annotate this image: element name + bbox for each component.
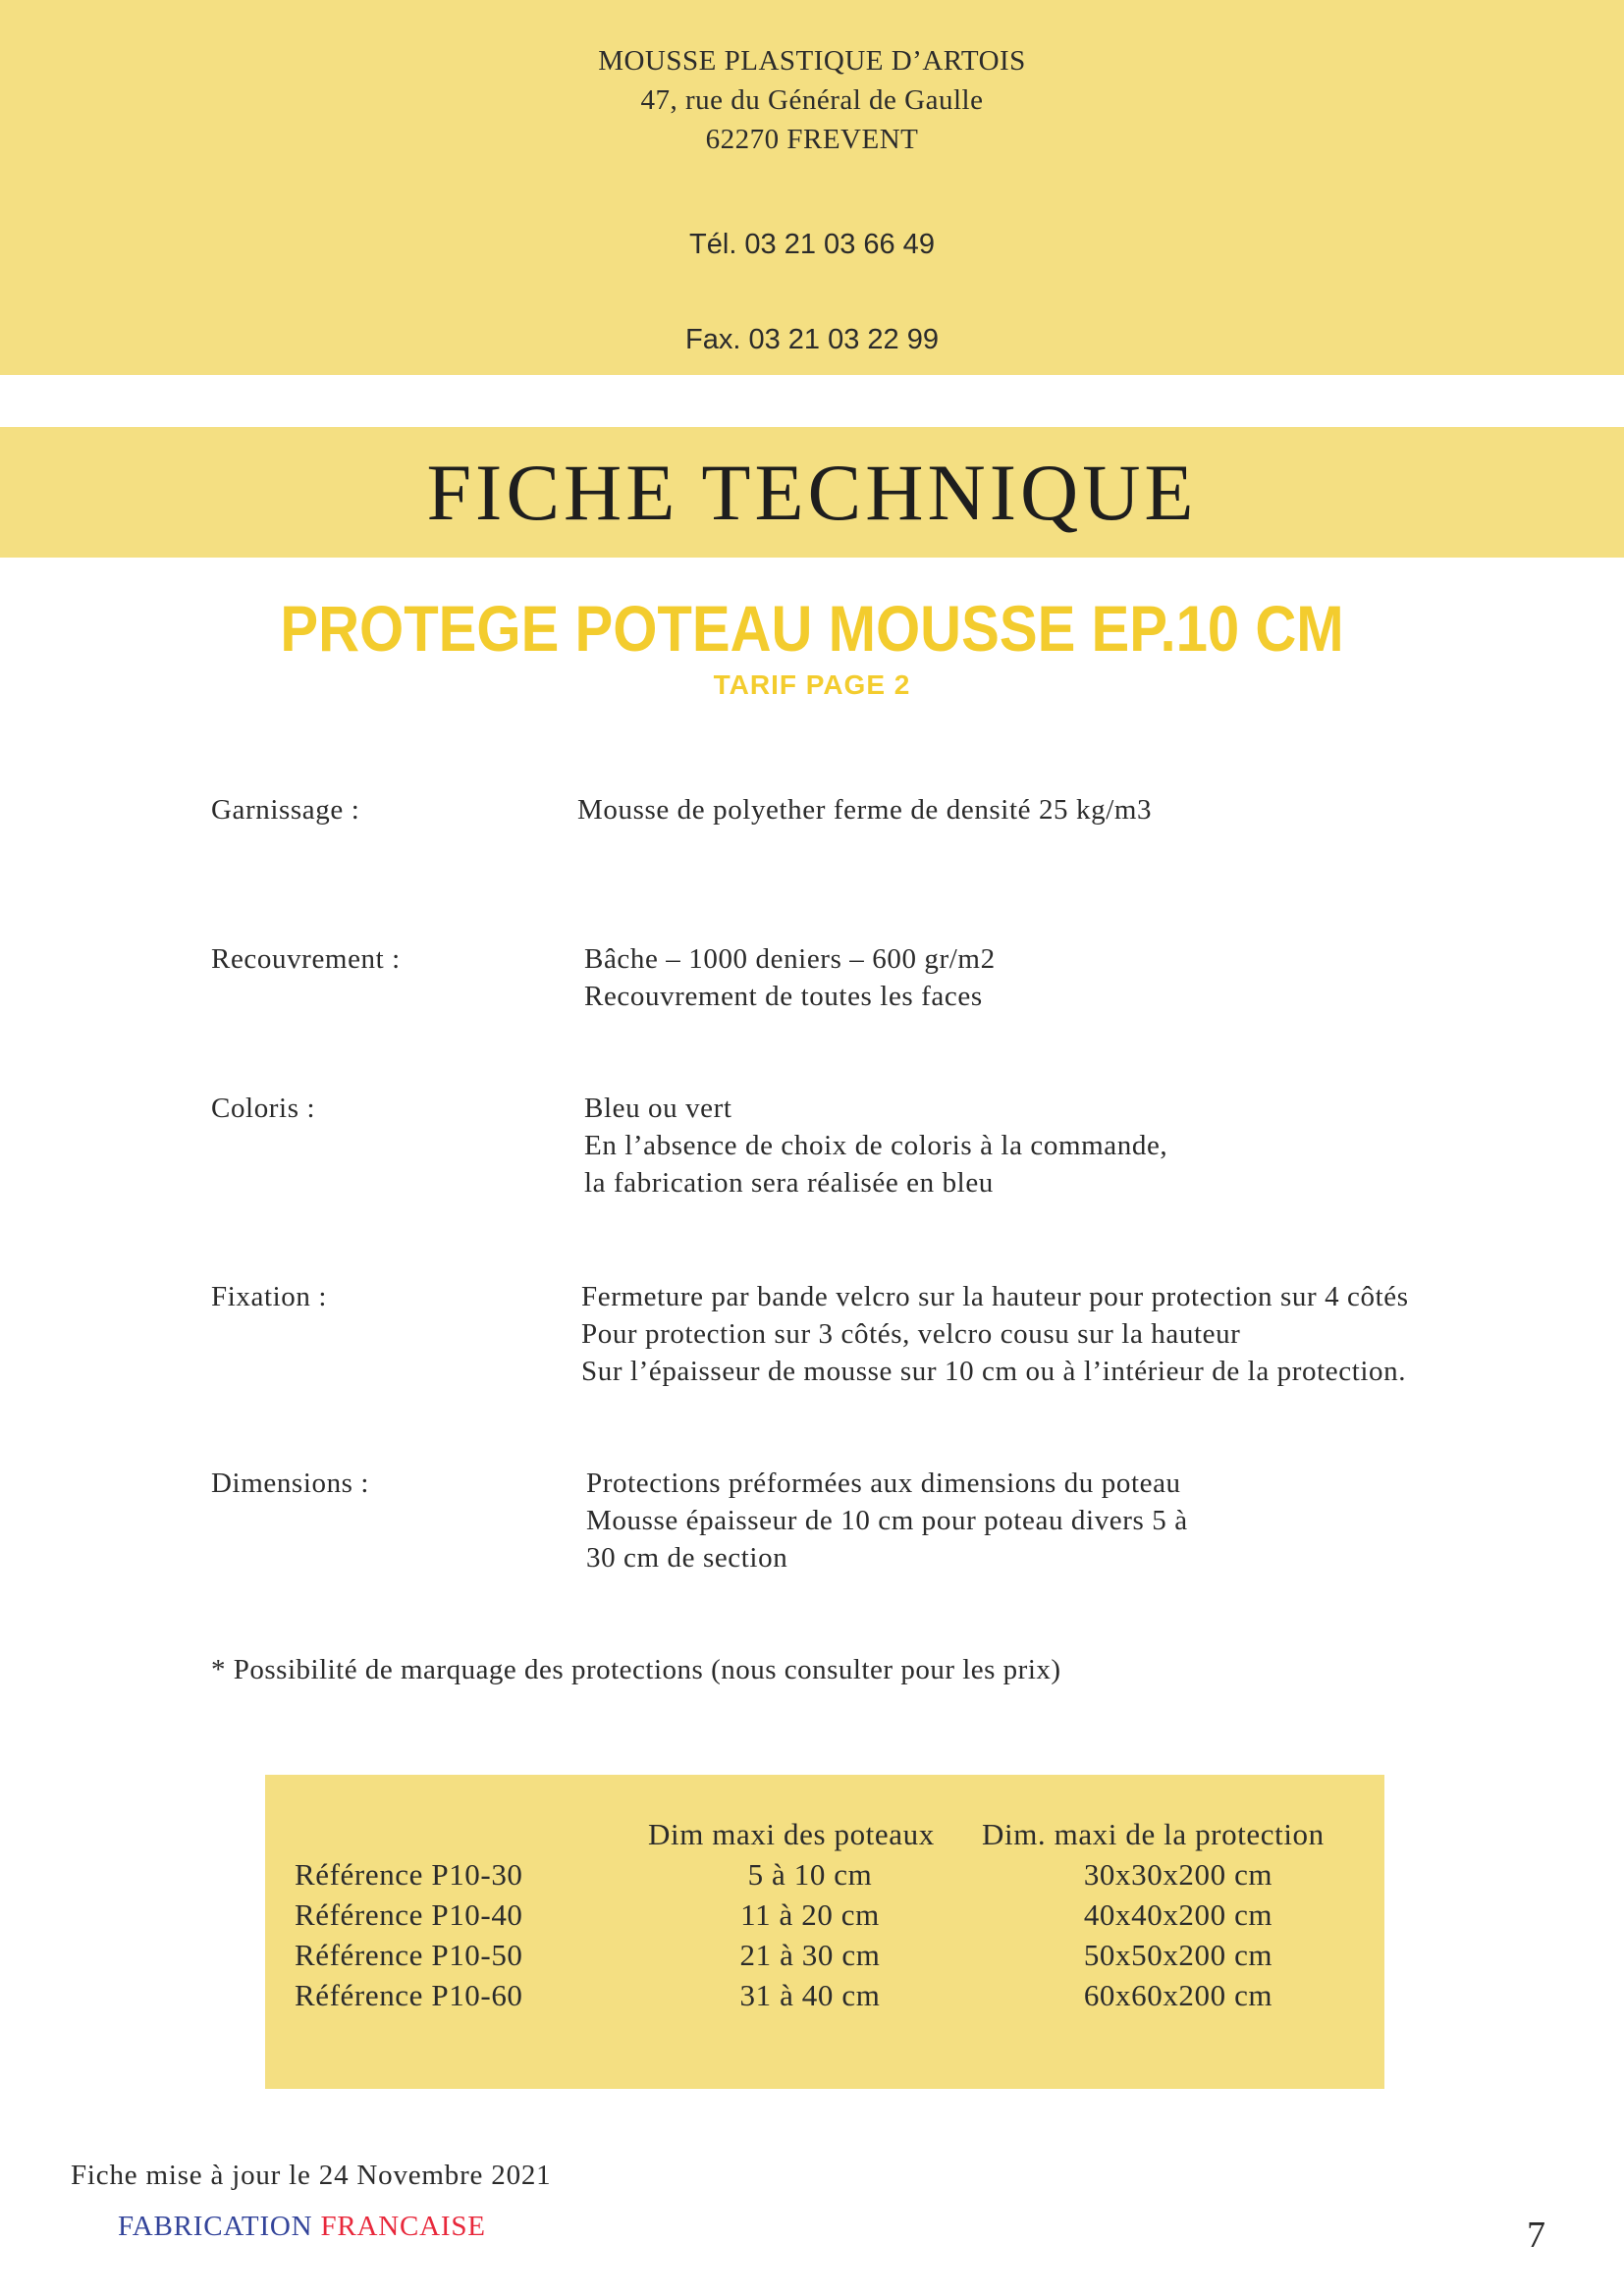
francaise-word: FRANCAISE bbox=[320, 2211, 486, 2242]
spec-value-fixation-line-2: Pour protection sur 3 côtés, velcro cousu sur la hauteur bbox=[581, 1318, 1241, 1350]
table-cell-poteau-dim: 11 à 20 cm bbox=[740, 1897, 880, 1932]
table-cell-reference: Référence P10-50 bbox=[295, 1938, 523, 1972]
table-header-protection: Dim. maxi de la protection bbox=[982, 1817, 1325, 1851]
table-cell-poteau-dim: 5 à 10 cm bbox=[747, 1857, 873, 1892]
company-phone: Tél. 03 21 03 66 49 bbox=[689, 229, 935, 260]
spec-label-garnissage: Garnissage : bbox=[211, 794, 360, 826]
spec-value-fixation-line-1: Fermeture par bande velcro sur la hauteur pour protection sur 4 côtés bbox=[581, 1281, 1409, 1312]
spec-label-fixation: Fixation : bbox=[211, 1281, 327, 1312]
spec-label-dimensions: Dimensions : bbox=[211, 1468, 370, 1499]
table-cell-protection-dim: 40x40x200 cm bbox=[1083, 1897, 1273, 1932]
table-cell-reference: Référence P10-60 bbox=[295, 1978, 523, 2012]
fabrication-francaise bbox=[118, 2211, 486, 2243]
spec-value-dimensions-line-1: Protections préformées aux dimensions du poteau bbox=[586, 1468, 1181, 1499]
spec-value-coloris-line-1: Bleu ou vert bbox=[584, 1093, 732, 1124]
company-street: 47, rue du Général de Gaulle bbox=[640, 84, 984, 116]
table-cell-poteau-dim: 21 à 30 cm bbox=[739, 1938, 881, 1972]
spec-label-coloris: Coloris : bbox=[211, 1093, 316, 1124]
table-cell-protection-dim: 60x60x200 cm bbox=[1083, 1978, 1273, 2012]
spec-value-dimensions-line-2: Mousse épaisseur de 10 cm pour poteau divers 5 à bbox=[586, 1505, 1188, 1536]
company-city: 62270 FREVENT bbox=[705, 124, 919, 155]
page-number: 7 bbox=[1527, 2215, 1545, 2256]
table-cell-poteau-dim: 31 à 40 cm bbox=[739, 1978, 881, 2012]
spec-label-recouvrement: Recouvrement : bbox=[211, 943, 401, 975]
spec-value-fixation-line-3: Sur l’épaisseur de mousse sur 10 cm ou à l’intérieur de la protection. bbox=[581, 1356, 1407, 1387]
tarif-reference: TARIF PAGE 2 bbox=[713, 669, 911, 700]
table-cell-protection-dim: 50x50x200 cm bbox=[1083, 1938, 1273, 1972]
spec-value-coloris-line-3: la fabrication sera réalisée en bleu bbox=[584, 1167, 994, 1199]
spec-value-garnissage-line-1: Mousse de polyether ferme de densité 25 kg/m3 bbox=[577, 794, 1153, 826]
update-date: Fiche mise à jour le 24 Novembre 2021 bbox=[71, 2160, 552, 2191]
spec-value-recouvrement-line-2: Recouvrement de toutes les faces bbox=[584, 981, 983, 1012]
reference-table bbox=[265, 1775, 1384, 2089]
table-cell-reference: Référence P10-30 bbox=[295, 1857, 523, 1892]
table-header-poteaux: Dim maxi des poteaux bbox=[648, 1817, 935, 1851]
table-cell-protection-dim: 30x30x200 cm bbox=[1083, 1857, 1273, 1892]
document-title: FICHE TECHNIQUE bbox=[426, 448, 1198, 537]
company-fax: Fax. 03 21 03 22 99 bbox=[685, 324, 939, 355]
company-name: MOUSSE PLASTIQUE D’ARTOIS bbox=[598, 45, 1026, 77]
marking-note: * Possibilité de marquage des protections (nous consulter pour les prix) bbox=[211, 1654, 1061, 1685]
spec-value-dimensions-line-3: 30 cm de section bbox=[586, 1542, 788, 1574]
product-title: PROTEGE POTEAU MOUSSE EP.10 CM bbox=[280, 592, 1344, 665]
spec-value-recouvrement-line-1: Bâche – 1000 deniers – 600 gr/m2 bbox=[584, 943, 996, 975]
table-cell-reference: Référence P10-40 bbox=[295, 1897, 523, 1932]
spec-value-coloris-line-2: En l’absence de choix de coloris à la commande, bbox=[584, 1130, 1168, 1161]
fabrication-word: FABRICATION bbox=[118, 2211, 313, 2242]
